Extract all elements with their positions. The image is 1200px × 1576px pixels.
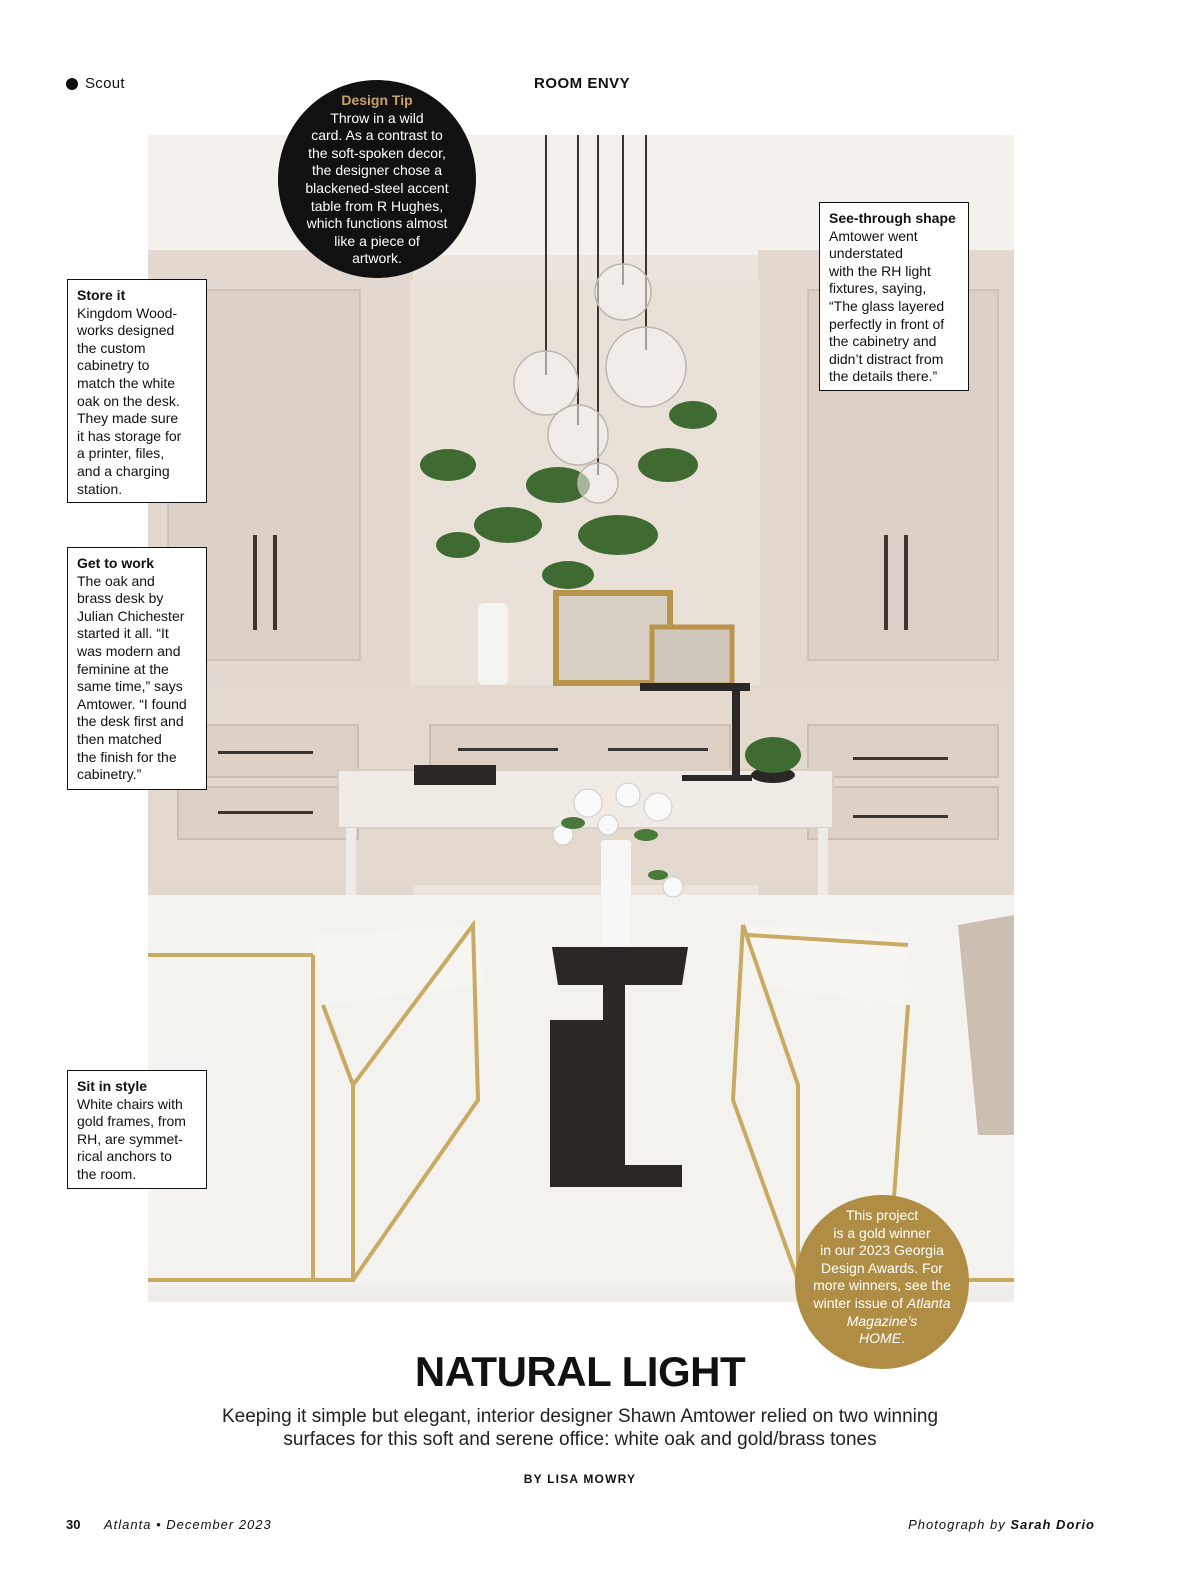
design-tip-line: which functions almost	[306, 215, 448, 232]
callout-line: the finish for the	[77, 748, 177, 765]
award-line-6	[811, 1295, 953, 1313]
callout-line: fixtures, saying,	[829, 280, 927, 297]
callout-line: RH, are symmet-	[77, 1130, 183, 1147]
callout-line: White chairs with	[77, 1095, 183, 1112]
callout-store-it	[67, 279, 207, 503]
design-tip-circle	[278, 80, 476, 278]
callout-heading: Store it	[77, 287, 126, 303]
callout-line: feminine at the	[77, 660, 169, 677]
callout-line: the desk first and	[77, 713, 184, 730]
design-tip-line: like a piece of	[334, 232, 420, 249]
dek-line: Keeping it simple but elegant, interior designer Shawn Amtower relied on two winning	[221, 1406, 939, 1427]
award-magazine-name: Magazine’s	[846, 1312, 918, 1329]
callout-line: the details there.”	[829, 368, 938, 385]
callout-line: didn’t distract from	[829, 350, 944, 367]
callout-line: it has storage for	[77, 427, 182, 444]
callout-line: Julian Chichester	[77, 607, 185, 624]
callout-heading: Sit in style	[77, 1078, 148, 1094]
callout-line: “The glass layered	[829, 297, 945, 314]
callout-line: was modern and	[77, 642, 181, 659]
callout-heading: Get to work	[77, 555, 155, 571]
department-label: ROOM ENVY	[534, 75, 631, 92]
callout-line: station.	[77, 480, 123, 497]
callout-line: cabinetry.”	[77, 766, 142, 783]
callout-line: rical anchors to	[77, 1148, 172, 1165]
callout-line: Amtower. “I found	[77, 695, 187, 712]
section-bullet-icon	[66, 78, 78, 90]
photo-credit	[908, 1517, 1095, 1532]
award-period: .	[901, 1330, 905, 1347]
callout-line: works designed	[77, 322, 175, 339]
callout-line: a printer, files,	[77, 445, 165, 462]
callout-line: same time,” says	[77, 678, 183, 695]
award-badge	[795, 1195, 969, 1369]
callout-line: understated	[829, 245, 903, 262]
callout-line: and a charging	[77, 462, 170, 479]
award-magazine-name: Atlanta	[906, 1294, 951, 1311]
callout-line: oak on the desk.	[77, 392, 180, 409]
design-tip-line: card. As a contrast to	[311, 127, 443, 144]
callout-line: the custom	[77, 339, 146, 356]
award-line: more winners, see the	[813, 1277, 951, 1294]
issue-label: Atlanta • December 2023	[104, 1517, 272, 1532]
design-tip-line: the soft-spoken decor,	[308, 144, 446, 161]
callout-line: with the RH light	[829, 262, 931, 279]
callout-line: then matched	[77, 730, 162, 747]
award-magazine-name: HOME	[859, 1330, 902, 1347]
award-line: Design Awards. For	[821, 1259, 943, 1276]
callout-line: perfectly in front of	[829, 315, 945, 332]
callout-line: Kingdom Wood-	[77, 304, 178, 321]
design-tip-line: blackened-steel accent	[305, 179, 449, 196]
callout-sit-in-style	[67, 1070, 207, 1189]
photo-credit-prefix: Photograph by	[908, 1517, 1011, 1532]
callout-heading: See-through shape	[829, 210, 956, 226]
callout-line: the cabinetry and	[829, 333, 937, 350]
callout-line: brass desk by	[77, 590, 164, 607]
callout-line: started it all. “It	[77, 625, 169, 642]
callout-line: The oak and	[77, 572, 155, 589]
callout-line: gold frames, from	[77, 1113, 186, 1130]
section-label: Scout	[85, 75, 125, 92]
award-line: This project	[845, 1207, 919, 1223]
callout-line: cabinetry to	[77, 357, 150, 374]
design-tip-line: Throw in a wild	[330, 109, 424, 126]
award-line: in our 2023 Georgia	[820, 1242, 944, 1259]
dek-line: surfaces for this soft and serene office: white oak and gold/brass tones	[283, 1429, 877, 1450]
photographer-name: Sarah Dorio	[1010, 1517, 1095, 1532]
callout-see-through-shape	[819, 202, 969, 391]
award-line-prefix: winter issue of	[813, 1294, 907, 1311]
page-number: 30	[66, 1517, 81, 1532]
callout-get-to-work	[67, 547, 207, 790]
design-tip-line: the designer chose a	[312, 162, 442, 179]
award-line-italic	[811, 1313, 953, 1331]
article-byline: BY LISA MOWRY	[523, 1472, 637, 1486]
award-line-italic	[811, 1330, 953, 1348]
callout-line: They made sure	[77, 410, 179, 427]
callout-line: the room.	[77, 1165, 137, 1182]
design-tip-heading: Design Tip	[341, 92, 413, 108]
design-tip-line: artwork.	[352, 250, 402, 267]
callout-line: match the white	[77, 374, 176, 391]
design-tip-line: table from R Hughes,	[310, 197, 444, 214]
article-dek	[180, 1405, 980, 1451]
callout-line: Amtower went	[829, 227, 918, 244]
article-headline: NATURAL LIGHT	[414, 1348, 746, 1395]
award-line: is a gold winner	[833, 1224, 931, 1241]
